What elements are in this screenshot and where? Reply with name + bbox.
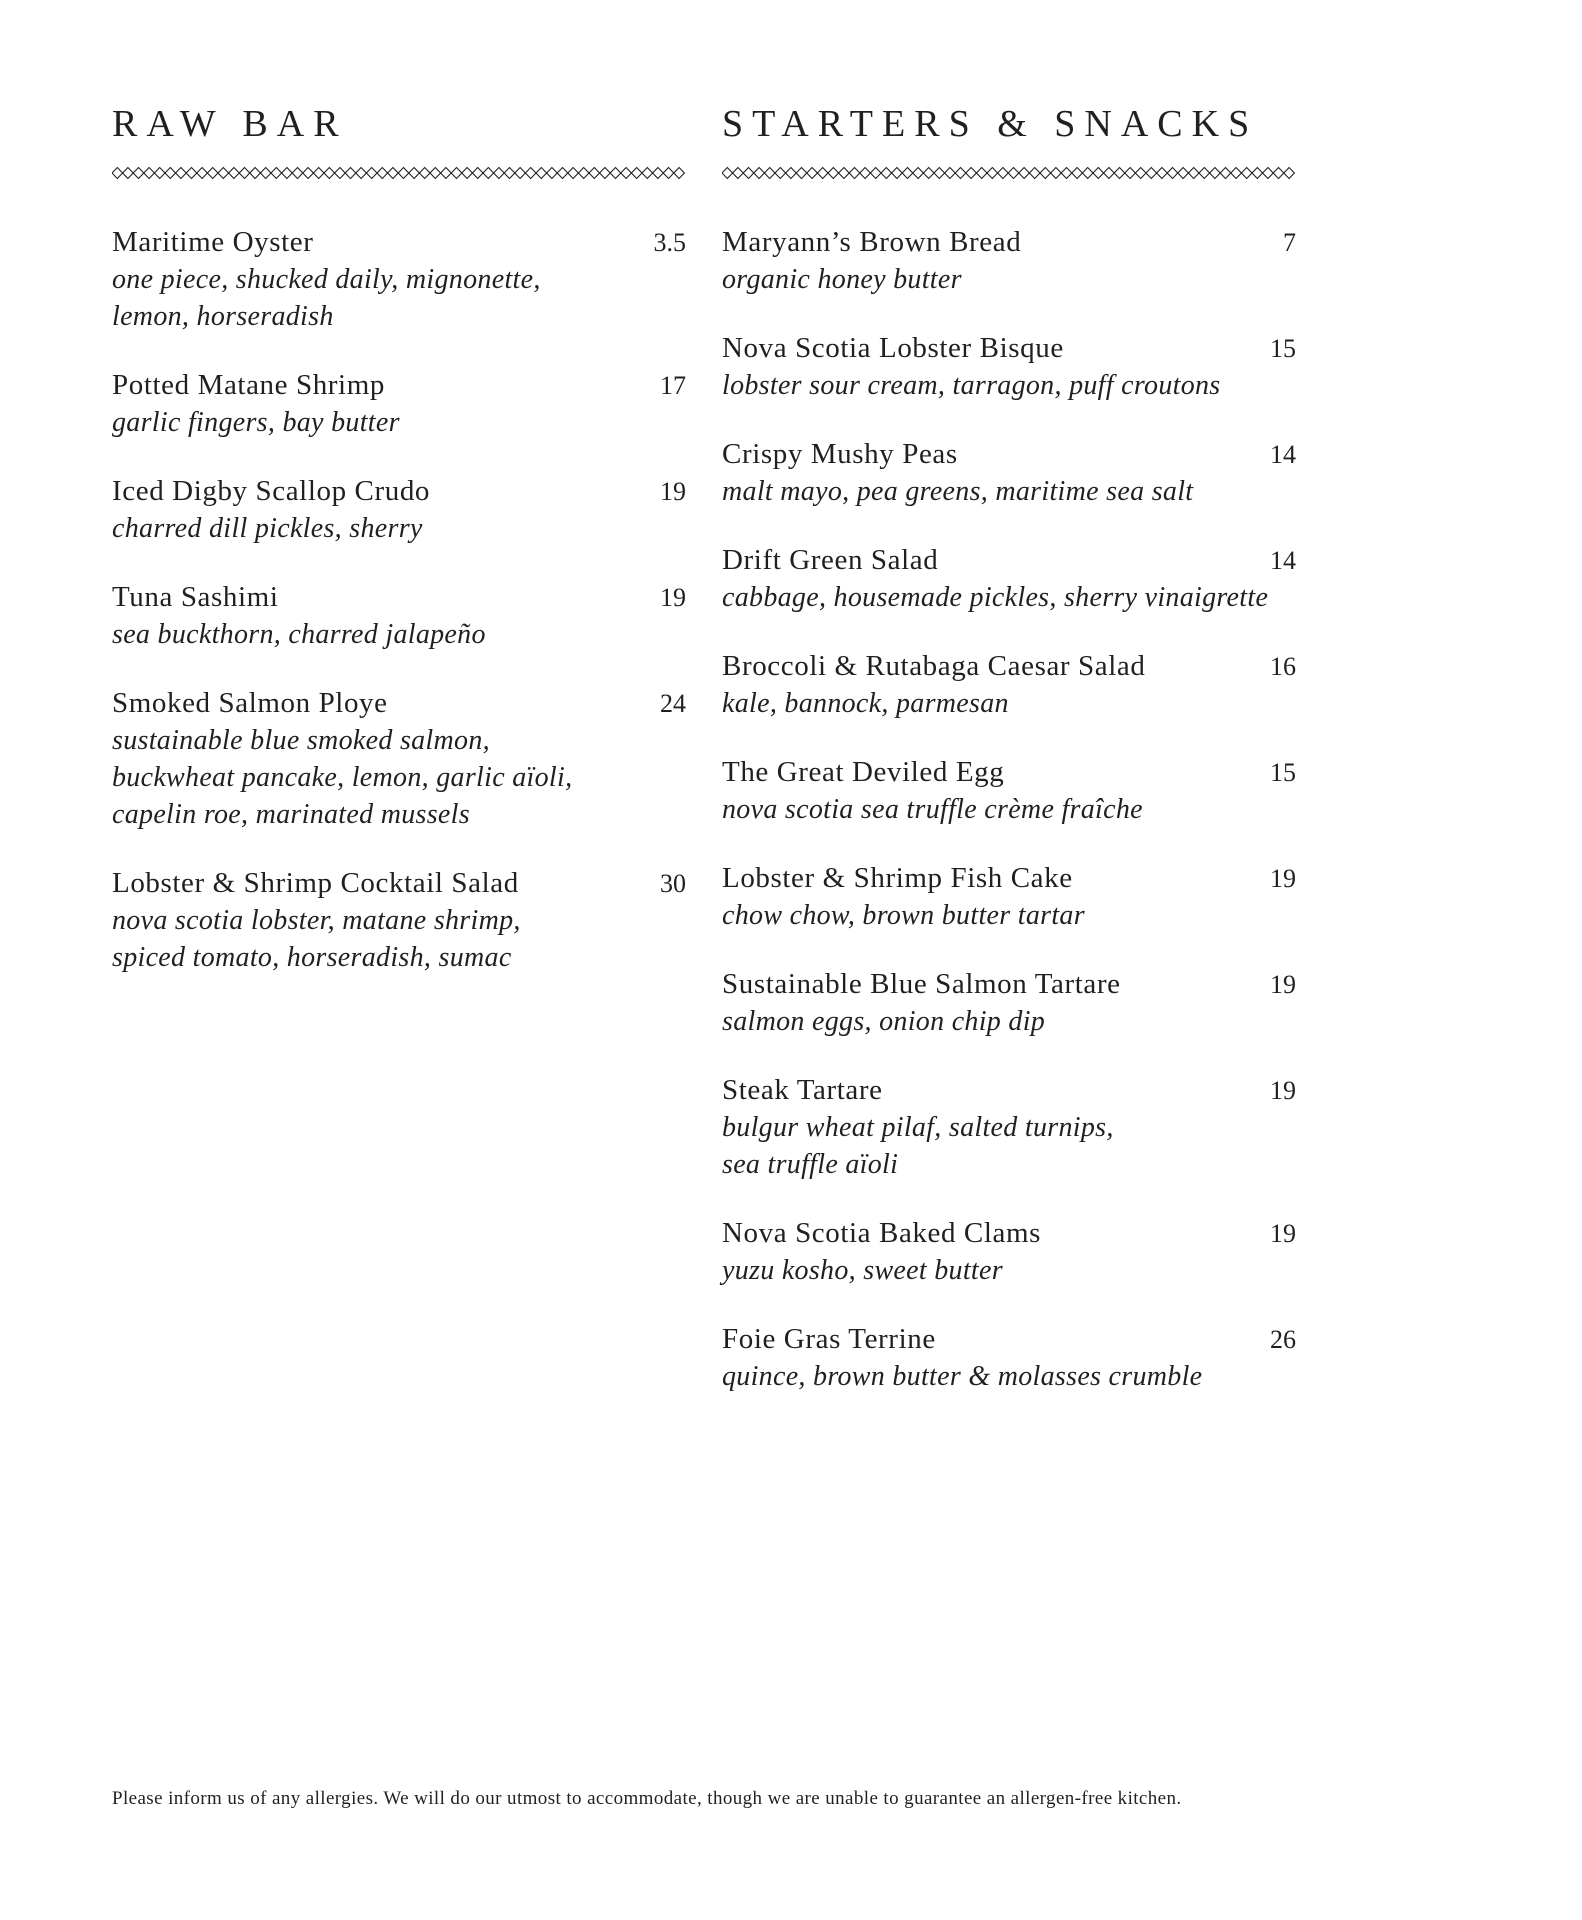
menu-item-header: [722, 1215, 1296, 1252]
menu-item-name: Maryann’s Brown Bread: [722, 226, 1022, 258]
menu-item-description: quince, brown butter & molasses crumble: [722, 1361, 1203, 1392]
menu-item: [722, 860, 1296, 934]
starters-title: STARTERS & SNACKS: [722, 103, 1259, 145]
menu-item: [112, 865, 686, 976]
menu-item-header: [722, 860, 1296, 897]
menu-item-name: Nova Scotia Lobster Bisque: [722, 332, 1064, 364]
menu-item-price: 7: [1283, 228, 1296, 257]
raw-bar-section: [112, 100, 686, 1008]
raw-bar-items: [112, 224, 686, 976]
menu-item-name: Sustainable Blue Salmon Tartare: [722, 968, 1121, 1000]
raw-bar-divider: [112, 166, 686, 180]
menu-item-name: Nova Scotia Baked Clams: [722, 1217, 1042, 1249]
menu-item-description: malt mayo, pea greens, maritime sea salt: [722, 476, 1194, 507]
menu-item-description: charred dill pickles, sherry: [112, 513, 423, 544]
menu-item-name: Iced Digby Scallop Crudo: [112, 475, 431, 507]
menu-item-header: [722, 966, 1296, 1003]
menu-item: [722, 330, 1296, 404]
menu-item-name: Maritime Oyster: [112, 226, 314, 258]
menu-item-name: Foie Gras Terrine: [722, 1323, 936, 1355]
menu-item-description: nova scotia sea truffle crème fraîche: [722, 794, 1143, 825]
menu-item-name: Potted Matane Shrimp: [112, 369, 385, 401]
menu-item-price: 19: [1270, 864, 1296, 893]
menu-item-name: Smoked Salmon Ploye: [112, 687, 388, 719]
menu-item-price: 19: [660, 583, 686, 612]
menu-item-price: 15: [1270, 334, 1296, 363]
allergy-note: Please inform us of any allergies. We will do our utmost to accommodate, though we are unable to guarantee an allergen-free kitchen.: [112, 1788, 1182, 1809]
menu-item-header: [722, 436, 1296, 473]
menu-item-description: organic honey butter: [722, 264, 962, 295]
starters-section: [722, 100, 1296, 1427]
menu-item: [722, 1321, 1296, 1395]
menu-item: [722, 966, 1296, 1040]
menu-item-header: [112, 367, 686, 404]
menu-item-header: [722, 330, 1296, 367]
menu-item-header: [112, 473, 686, 510]
menu-item: [112, 367, 686, 441]
menu-item-price: 26: [1270, 1325, 1296, 1354]
menu-item-description: bulgur wheat pilaf, salted turnips, sea truffle aïoli: [722, 1112, 1114, 1180]
menu-item-price: 19: [1270, 1076, 1296, 1105]
menu-item-name: Lobster & Shrimp Cocktail Salad: [112, 867, 519, 899]
menu-item-name: Crispy Mushy Peas: [722, 438, 958, 470]
menu-item-header: [722, 648, 1296, 685]
menu-item: [722, 1215, 1296, 1289]
menu-item-price: 24: [660, 689, 686, 718]
menu-item: [722, 1072, 1296, 1183]
menu-item-description: one piece, shucked daily, mignonette, lemon, horseradish: [112, 264, 541, 332]
menu-item-price: 14: [1270, 440, 1296, 469]
menu-item-price: 17: [660, 371, 686, 400]
menu-item-description: nova scotia lobster, matane shrimp, spiced tomato, horseradish, sumac: [112, 905, 521, 973]
menu-item-price: 19: [1270, 970, 1296, 999]
menu-item-price: 15: [1270, 758, 1296, 787]
menu-item-name: Steak Tartare: [722, 1074, 883, 1106]
menu-item-header: [722, 542, 1296, 579]
menu-item-header: [722, 1321, 1296, 1358]
menu-item-description: sustainable blue smoked salmon, buckwheat pancake, lemon, garlic aïoli, capelin roe, marinated mussels: [112, 725, 573, 830]
menu-item-description: garlic fingers, bay butter: [112, 407, 400, 438]
menu-item-header: [112, 579, 686, 616]
menu-item-description: kale, bannock, parmesan: [722, 688, 1009, 719]
menu-item-header: [112, 224, 686, 261]
menu-item-price: 30: [660, 869, 686, 898]
menu-item-header: [722, 1072, 1296, 1109]
menu-item-price: 19: [660, 477, 686, 506]
menu-item-header: [722, 754, 1296, 791]
menu-item-description: lobster sour cream, tarragon, puff croutons: [722, 370, 1221, 401]
menu-item-name: Tuna Sashimi: [112, 581, 279, 613]
starters-items: [722, 224, 1296, 1395]
menu-item-header: [722, 224, 1296, 261]
menu-item-description: yuzu kosho, sweet butter: [722, 1255, 1003, 1286]
menu-item-description: sea buckthorn, charred jalapeño: [112, 619, 486, 650]
starters-divider: [722, 166, 1296, 180]
menu-item-name: The Great Deviled Egg: [722, 756, 1005, 788]
menu-item: [722, 436, 1296, 510]
menu-item-description: salmon eggs, onion chip dip: [722, 1006, 1046, 1037]
menu-item-header: [112, 865, 686, 902]
menu-item-price: 19: [1270, 1219, 1296, 1248]
menu-item: [112, 685, 686, 833]
menu-item-price: 16: [1270, 652, 1296, 681]
raw-bar-title: RAW BAR: [112, 103, 348, 145]
menu-item: [112, 224, 686, 335]
menu-item-description: chow chow, brown butter tartar: [722, 900, 1085, 931]
menu-item: [112, 473, 686, 547]
menu-item: [722, 542, 1296, 616]
menu-item-name: Broccoli & Rutabaga Caesar Salad: [722, 650, 1146, 682]
menu-item-name: Drift Green Salad: [722, 544, 939, 576]
menu-item: [722, 224, 1296, 298]
menu-item-description: cabbage, housemade pickles, sherry vinaigrette: [722, 582, 1269, 613]
menu-item-name: Lobster & Shrimp Fish Cake: [722, 862, 1073, 894]
menu-item: [722, 648, 1296, 722]
menu-item-header: [112, 685, 686, 722]
menu-item: [722, 754, 1296, 828]
menu-item-price: 14: [1270, 546, 1296, 575]
menu-item-price: 3.5: [653, 228, 686, 257]
menu-item: [112, 579, 686, 653]
